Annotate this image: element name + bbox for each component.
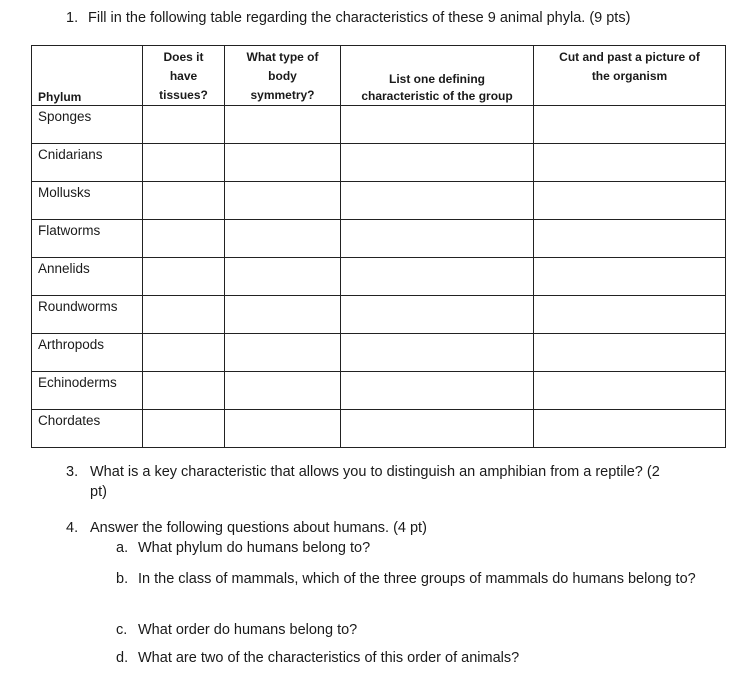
table-row [32, 220, 726, 258]
characteristic-cell[interactable] [341, 220, 534, 258]
header-symmetry-line: What type of [246, 50, 319, 64]
picture-cell[interactable] [534, 258, 726, 296]
symmetry-cell[interactable] [225, 258, 341, 296]
header-tissues-line: Does it [163, 50, 204, 64]
phylum-name: Annelids [32, 258, 143, 296]
header-symmetry-line: symmetry? [250, 88, 315, 102]
item-letter: a. [116, 540, 129, 556]
phylum-name: Echinoderms [32, 372, 143, 410]
question-1 [66, 10, 630, 26]
question-4-number: 4. [66, 520, 79, 536]
header-picture-line: the organism [591, 69, 668, 83]
phylum-name: Cnidarians [32, 144, 143, 182]
symmetry-cell[interactable] [225, 334, 341, 372]
question-3-number: 3. [66, 464, 79, 480]
header-picture-line: Cut and past a picture of [559, 50, 700, 64]
picture-cell[interactable] [534, 220, 726, 258]
picture-cell[interactable] [534, 182, 726, 220]
item-text: What phylum do humans belong to? [138, 540, 371, 556]
item-text: What are two of the characteristics of this order of animals? [138, 650, 520, 666]
picture-cell[interactable] [534, 106, 726, 144]
header-characteristic [341, 46, 534, 106]
phylum-name: Mollusks [32, 182, 143, 220]
phylum-name: Flatworms [32, 220, 143, 258]
header-tissues-line: tissues? [159, 88, 208, 102]
question-4-item-d [116, 648, 696, 668]
header-symmetry-line: body [268, 69, 297, 83]
header-picture [534, 46, 726, 106]
phylum-name: Chordates [32, 410, 143, 448]
table-header-row [32, 46, 726, 106]
question-3 [66, 462, 670, 502]
characteristic-cell[interactable] [341, 372, 534, 410]
symmetry-cell[interactable] [225, 220, 341, 258]
table-row [32, 144, 726, 182]
question-4 [66, 518, 706, 538]
header-characteristic-line: characteristic of the group [361, 89, 513, 103]
picture-cell[interactable] [534, 372, 726, 410]
symmetry-cell[interactable] [225, 106, 341, 144]
symmetry-cell[interactable] [225, 144, 341, 182]
item-letter: c. [116, 622, 128, 638]
tissues-cell[interactable] [143, 182, 225, 220]
tissues-cell[interactable] [143, 410, 225, 448]
table-row [32, 106, 726, 144]
tissues-cell[interactable] [143, 258, 225, 296]
symmetry-cell[interactable] [225, 296, 341, 334]
tissues-cell[interactable] [143, 220, 225, 258]
header-tissues-line: have [169, 69, 198, 83]
characteristic-cell[interactable] [341, 334, 534, 372]
symmetry-cell[interactable] [225, 372, 341, 410]
item-text: In the class of mammals, which of the three groups of mammals do humans belong to? [138, 571, 696, 587]
tissues-cell[interactable] [143, 296, 225, 334]
question-1-text: Fill in the following table regarding the characteristics of these 9 animal phyla. (9 pts) [88, 10, 631, 26]
header-characteristic-line: List one defining [389, 72, 485, 86]
tissues-cell[interactable] [143, 144, 225, 182]
characteristic-cell[interactable] [341, 296, 534, 334]
picture-cell[interactable] [534, 410, 726, 448]
table-row [32, 182, 726, 220]
symmetry-cell[interactable] [225, 182, 341, 220]
picture-cell[interactable] [534, 334, 726, 372]
tissues-cell[interactable] [143, 372, 225, 410]
table-row [32, 334, 726, 372]
header-tissues [143, 46, 225, 106]
table-row [32, 258, 726, 296]
header-phylum: Phylum [32, 46, 143, 106]
phylum-name: Roundworms [32, 296, 143, 334]
question-1-number: 1. [66, 10, 79, 26]
tissues-cell[interactable] [143, 334, 225, 372]
item-letter: b. [116, 571, 129, 587]
table-row [32, 410, 726, 448]
table-row [32, 372, 726, 410]
question-4-item-a [116, 538, 696, 558]
question-3-text: What is a key characteristic that allows you to distinguish an amphibian from a reptile? (2 pt) [90, 464, 660, 500]
question-4-item-c [116, 620, 696, 640]
picture-cell[interactable] [534, 144, 726, 182]
phylum-name: Arthropods [32, 334, 143, 372]
question-4-item-b [116, 566, 696, 593]
item-text: What order do humans belong to? [138, 622, 358, 638]
characteristic-cell[interactable] [341, 410, 534, 448]
phylum-name: Sponges [32, 106, 143, 144]
characteristic-cell[interactable] [341, 106, 534, 144]
item-letter: d. [116, 650, 129, 666]
characteristic-cell[interactable] [341, 182, 534, 220]
symmetry-cell[interactable] [225, 410, 341, 448]
tissues-cell[interactable] [143, 106, 225, 144]
characteristic-cell[interactable] [341, 144, 534, 182]
characteristic-cell[interactable] [341, 258, 534, 296]
picture-cell[interactable] [534, 296, 726, 334]
header-symmetry [225, 46, 341, 106]
phyla-table [31, 45, 726, 448]
table-row [32, 296, 726, 334]
question-4-text: Answer the following questions about humans. (4 pt) [90, 520, 427, 536]
